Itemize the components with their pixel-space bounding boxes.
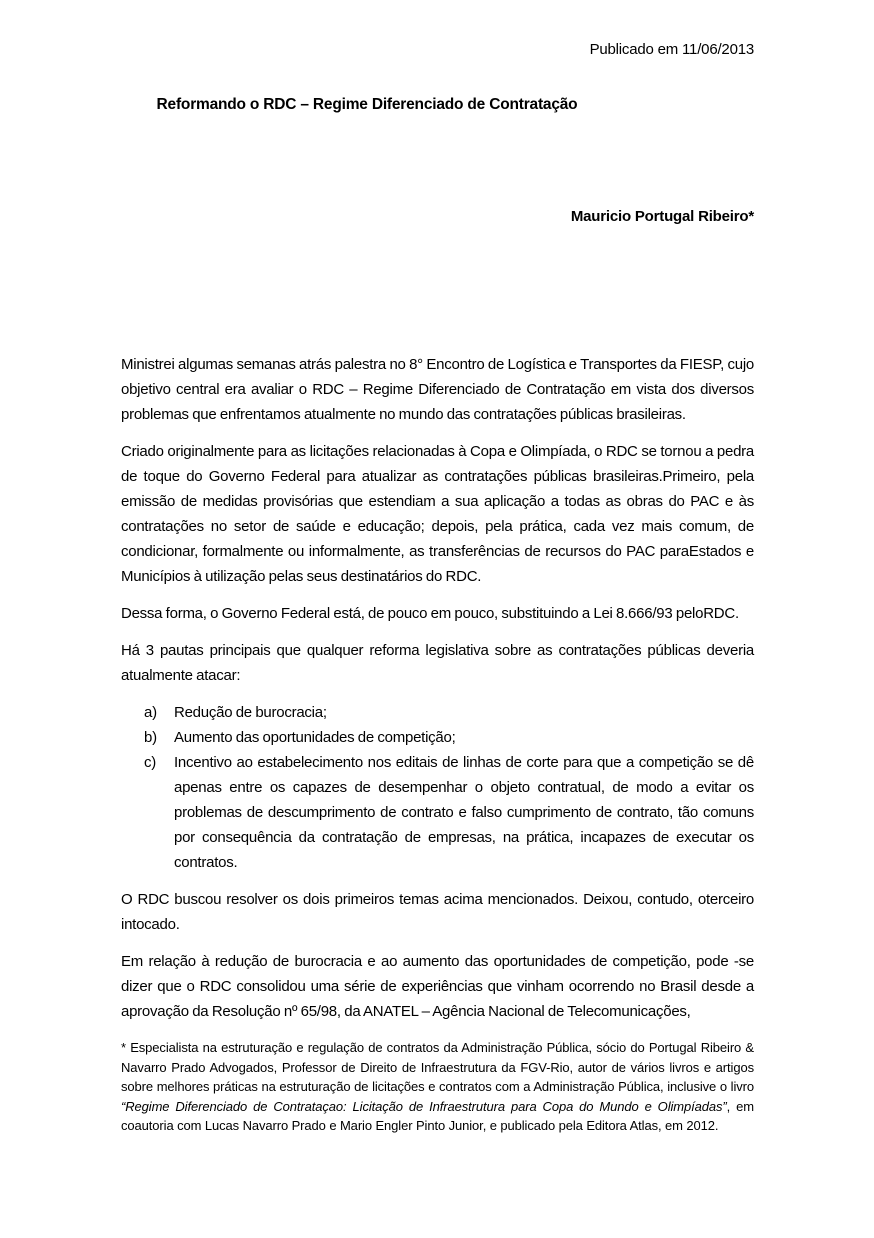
- paragraph-lei-8666: Dessa forma, o Governo Federal está, de pouco em pouco, substituindo a Lei 8.666/93 peloRDC.: [121, 605, 739, 622]
- list-item-c-text: Incentivo ao estabelecimento nos editais de linhas de corte para que a competição se dê apenas entre os capazes de desempenhar o objeto contratual, de modo a evitar os problemas de descumprimento de contrato e falso cumprimento de contrato, tão comuns por consequência da contratação de empresas, na prática, incapazes de executar os contratos.: [174, 754, 754, 871]
- list-item-a: [144, 700, 754, 725]
- footnote-text-after: , em coautoria com Lucas Navarro Prado e Mario Engler Pinto Junior, e publicado pela Editora Atlas, em 2012.: [121, 1098, 754, 1133]
- document-body: [121, 352, 754, 1024]
- list-item-c: [144, 750, 754, 875]
- list-marker-a: a): [144, 704, 157, 721]
- paragraph-rdc-resolveu: O RDC buscou resolver os dois primeiros temas acima mencionados. Deixou, contudo, oterceiro intocado.: [121, 891, 754, 933]
- list-item-a-text: Redução de burocracia;: [174, 704, 327, 721]
- paragraph-3-pautas: Há 3 pautas principais que qualquer reforma legislativa sobre as contratações públicas deveria atualmente atacar:: [121, 642, 754, 684]
- paragraph-reducao-burocracia: Em relação à redução de burocracia e ao aumento das oportunidades de competição, pode -se dizer que o RDC consolidou uma série de experiências que vinham ocorrendo no Brasil desde a aprovação da Resolução nº 65/98, da ANATEL – Agência Nacional de Telecomunicações,: [121, 953, 754, 1020]
- footnote-text-before: * Especialista na estruturação e regulação de contratos da Administração Pública, sócio do Portugal Ribeiro & Navarro Prado Advogados, Professor de Direito de Infraestrutura da FGV-Rio, autor de vários livros e artigos sobre melhores práticas na estruturação de licitações e contratos com a Administração Pública, inclusive o livro: [121, 1040, 754, 1094]
- footnote: [121, 1038, 754, 1136]
- publication-date: Publicado em 11/06/2013: [589, 41, 754, 58]
- alpha-list: [121, 700, 754, 875]
- list-marker-c: c): [144, 754, 156, 771]
- list-marker-b: b): [144, 729, 157, 746]
- list-item-b-text: Aumento das oportunidades de competição;: [174, 729, 456, 746]
- footnote-book-title: “Regime Diferenciado de Contrataçao: Licitação de Infraestrutura para Copa do Mundo e Olimpíadas”: [121, 1098, 727, 1114]
- paragraph-origin-rdc: Criado originalmente para as licitações relacionadas à Copa e Olimpíada, o RDC se tornou a pedra de toque do Governo Federal para atualizar as contratações públicas brasileiras.Primeiro, pela emissão de medidas provisórias que estendiam a sua aplicação a todas as obras do PAC e às contratações no setor de saúde e educação; depois, pela prática, cada vez mais comum, de condicionar, formalmente ou informalmente, as transferências de recursos do PAC paraEstados e Municípios à utilização pelas seus destinatários do RDC.: [121, 443, 754, 585]
- document-title: Reformando o RDC – Regime Diferenciado de Contratação: [156, 96, 578, 113]
- author-byline: Mauricio Portugal Ribeiro*: [570, 208, 754, 225]
- list-item-b: [144, 725, 754, 750]
- paragraph-intro: Ministrei algumas semanas atrás palestra no 8° Encontro de Logística e Transportes da FIESP, cujo objetivo central era avaliar o RDC – Regime Diferenciado de Contratação em vista dos diversos problemas que enfrentamos atualmente no mundo das contratações públicas brasileiras.: [121, 356, 754, 423]
